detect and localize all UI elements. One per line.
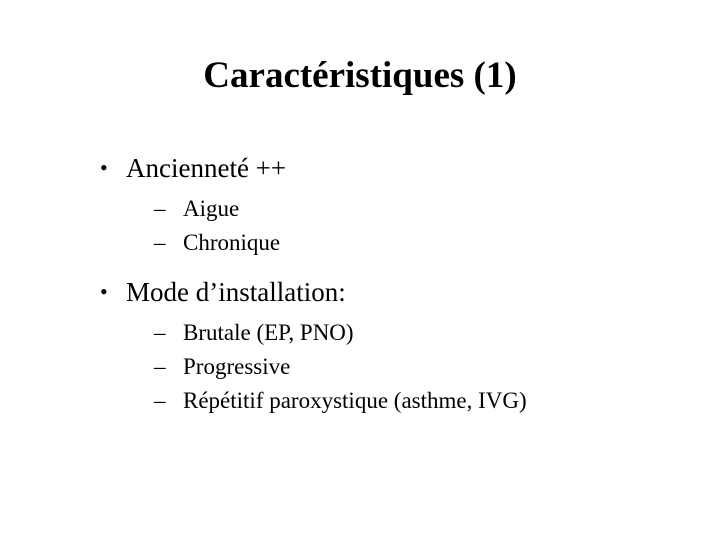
slide-title: Caractéristiques (1) [203,55,517,96]
sub-item-repetitif [154,384,690,418]
sub-list [126,316,690,418]
bullet-list [100,150,690,418]
bullet-label: Mode d’installation: [126,277,346,307]
sub-list [126,192,690,260]
dash-icon: – [154,354,166,379]
sub-item-brutale [154,316,690,350]
dash-icon: – [154,388,166,413]
sub-item-progressive [154,350,690,384]
bullet-item-anciennete [100,150,690,260]
dash-icon: – [154,320,166,345]
dash-icon: – [154,230,166,255]
sub-item-label: Progressive [183,354,291,379]
sub-item-label: Brutale (EP, PNO) [183,320,354,345]
sub-item-label: Répétitif paroxystique (asthme, IVG) [183,388,527,413]
sub-item-label: Aigue [183,196,240,221]
sub-item-chronique [154,226,690,260]
sub-item-aigue [154,192,690,226]
bullet-item-mode-installation [100,274,690,418]
bullet-label: Ancienneté ++ [126,153,287,183]
dash-icon: – [154,196,166,221]
sub-item-label: Chronique [183,230,281,255]
bullet-dot-icon: • [100,155,108,180]
bullet-dot-icon: • [100,279,108,304]
